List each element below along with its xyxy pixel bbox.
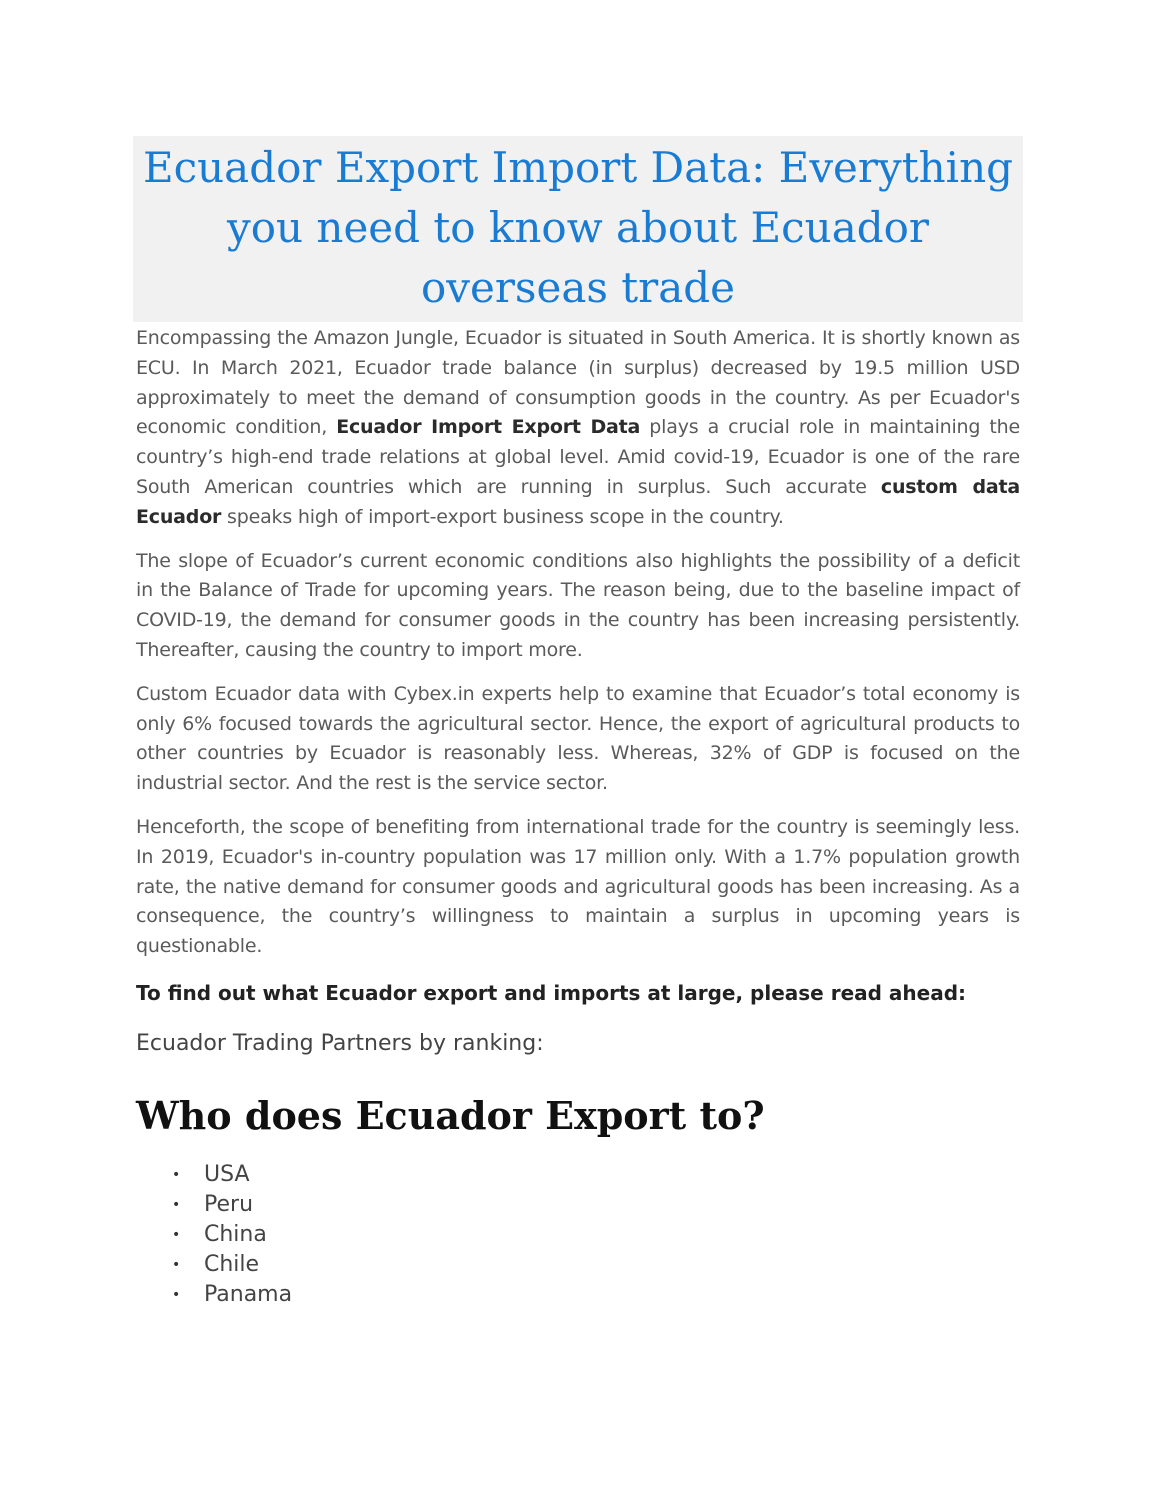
list-item-label: USA (204, 1161, 250, 1187)
page-title: Ecuador Export Import Data: Everything you need to know about Ecuador overseas trade (142, 143, 1014, 312)
intro-bold-2: custom data Ecuador (136, 475, 1020, 528)
trading-partners-subheading: Ecuador Trading Partners by ranking: (136, 1030, 544, 1056)
export-partners-list (136, 1160, 1020, 1310)
list-item-label: Chile (204, 1251, 260, 1277)
list-item-label: China (204, 1221, 267, 1247)
list-item-label: Peru (204, 1191, 254, 1217)
list-item (172, 1250, 1020, 1280)
paragraph-economic-slope: The slope of Ecuador’s current economic conditions also highlights the possibility of a deficit in the Balance of Trade for upcoming years. The reason being, due to the baseline impact of COVID-19, the demand for consumer goods in the country has been increasing persistently. Thereafter, causing the country to import more. (136, 549, 1020, 661)
bullet-icon: • (172, 1226, 181, 1243)
list-item (172, 1220, 1020, 1250)
intro-bold-1: Ecuador Import Export Data (336, 416, 641, 439)
title-box (133, 136, 1023, 322)
bullet-icon: • (172, 1256, 181, 1273)
list-item (172, 1190, 1020, 1220)
intro-text-3: speaks high of import-export business scope in the country. (221, 505, 784, 528)
document-page (136, 136, 1020, 1310)
paragraph-custom-data: Custom Ecuador data with Cybex.in experts help to examine that Ecuador’s total economy is only 6% focused towards the agricultural sector. Hence, the export of agricultural products to other countries by Ecuador is reasonably less. Whereas, 32% of GDP is focused on the industrial sector. And the rest is the service sector. (136, 682, 1020, 795)
list-item (172, 1160, 1020, 1190)
intro-text-1: Encompassing the Amazon Jungle, Ecuador is situated in South America. It is shortly known as ECU. In March 2021, Ecuador trade balance (in surplus) decreased by 19.5 million USD approximately to meet the demand of consumption goods in the country. As per Ecuador's economic condition, (136, 327, 1020, 439)
list-item (172, 1280, 1020, 1310)
list-item-label: Panama (204, 1281, 293, 1307)
intro-text-2: plays a crucial role in maintaining the country’s high-end trade relations at global level. Amid covid-19, Ecuador is one of the rare South American countries which are running in surplus. Such accurate (136, 416, 1020, 498)
lead-statement: To find out what Ecuador export and imports at large, please read ahead: (136, 980, 967, 1005)
bullet-icon: • (172, 1196, 181, 1213)
paragraph-population: Henceforth, the scope of benefiting from international trade for the country is seemingly less. In 2019, Ecuador's in-country population was 17 million only. With a 1.7% population growth rate, the native demand for consumer goods and agricultural goods has been increasing. As a consequence, the country’s willingness to maintain a surplus in upcoming years is questionable. (136, 815, 1020, 958)
section-heading: Who does Ecuador Export to? (136, 1092, 765, 1138)
bullet-icon: • (172, 1166, 181, 1183)
bullet-icon: • (172, 1286, 181, 1303)
intro-paragraph (136, 324, 1020, 533)
